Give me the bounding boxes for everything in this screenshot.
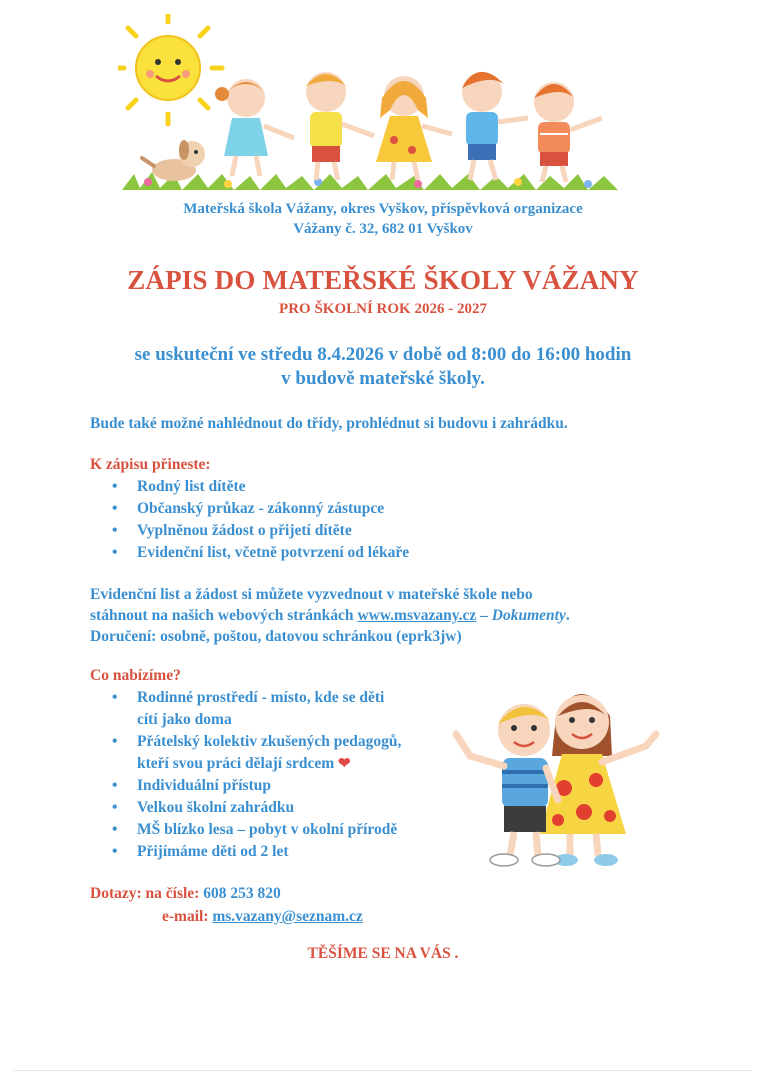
list-item: • MŠ blízko lesa – pobyt v okolní přírodě bbox=[112, 819, 401, 841]
offer-list bbox=[112, 687, 401, 863]
documents-link[interactable]: Dokumenty bbox=[491, 607, 566, 624]
children-banner-illustration bbox=[118, 14, 628, 192]
child-figure bbox=[376, 76, 452, 180]
boy-figure bbox=[456, 704, 560, 866]
child-figure bbox=[462, 72, 528, 180]
list-item: • Přijímáme děti od 2 let bbox=[112, 841, 401, 863]
list-item: • Rodinné prostředí - místo, kde se děti cítí jako doma bbox=[112, 687, 401, 731]
email-link[interactable]: ms.vazany@seznam.cz bbox=[212, 908, 363, 925]
heart-icon: ❤ bbox=[338, 756, 351, 772]
list-item: • Občanský průkaz - zákonný zástupce bbox=[112, 498, 409, 520]
list-item: • Vyplněnou žádost o přijetí dítěte bbox=[112, 520, 409, 542]
school-header bbox=[0, 199, 766, 239]
list-item: • Evidenční list, včetně potvrzení od lékaře bbox=[112, 542, 409, 564]
school-address: Vážany č. 32, 682 01 Vyškov bbox=[293, 221, 473, 237]
contact-block: Dotazy: na čísle: 608 253 820 e-mail: ms.vazany@seznam.cz bbox=[90, 885, 363, 925]
page-divider bbox=[14, 1070, 752, 1071]
download-line: stáhnout na našich webových stránkách www.msvazany.cz – Dokumenty. bbox=[90, 607, 570, 624]
visit-info: Bude také možné nahlédnout do třídy, prohlédnut si budovu i zahrádku. bbox=[90, 415, 568, 432]
child-figure bbox=[534, 82, 602, 182]
boy-girl-illustration bbox=[446, 676, 672, 872]
download-line: Evidenční list a žádost si můžete vyzvednout v mateřské škole nebo bbox=[90, 586, 533, 603]
bring-list bbox=[112, 476, 409, 564]
enrollment-place-line: v budově mateřské školy. bbox=[281, 368, 485, 389]
bring-heading: K zápisu přineste: bbox=[90, 456, 211, 473]
enrollment-date bbox=[0, 343, 766, 391]
sun-icon bbox=[118, 14, 222, 124]
list-item: • Individuální přístup bbox=[112, 775, 401, 797]
page-subtitle: PRO ŠKOLNÍ ROK 2026 - 2027 bbox=[279, 301, 487, 317]
offer-heading: Co nabízíme? bbox=[90, 667, 181, 684]
page-title: ZÁPIS DO MATEŘSKÉ ŠKOLY VÁŽANY bbox=[127, 265, 639, 295]
list-item: • Přátelský kolektiv zkušených pedagogů, kteří svou práci dělají srdcem ❤ bbox=[112, 731, 401, 775]
child-figure bbox=[215, 79, 294, 176]
phone-number[interactable]: 608 253 820 bbox=[203, 885, 281, 902]
delivery-line: Doručení: osobně, poštou, datovou schránkou (eprk3jw) bbox=[90, 628, 462, 645]
list-item: • Velkou školní zahrádku bbox=[112, 797, 401, 819]
list-item: • Rodný list dítěte bbox=[112, 476, 409, 498]
contact-label: Dotazy: bbox=[90, 885, 142, 902]
website-link[interactable]: www.msvazany.cz bbox=[357, 607, 477, 624]
child-figure bbox=[306, 72, 374, 180]
school-name: Mateřská škola Vážany, okres Vyškov, příspěvková organizace bbox=[183, 201, 583, 217]
girl-figure bbox=[540, 694, 656, 866]
enrollment-date-line: se uskuteční ve středu 8.4.2026 v době od 8:00 do 16:00 hodin bbox=[134, 344, 632, 365]
download-info bbox=[90, 584, 570, 647]
closing-text: TĚŠÍME SE NA VÁS . bbox=[307, 945, 459, 962]
